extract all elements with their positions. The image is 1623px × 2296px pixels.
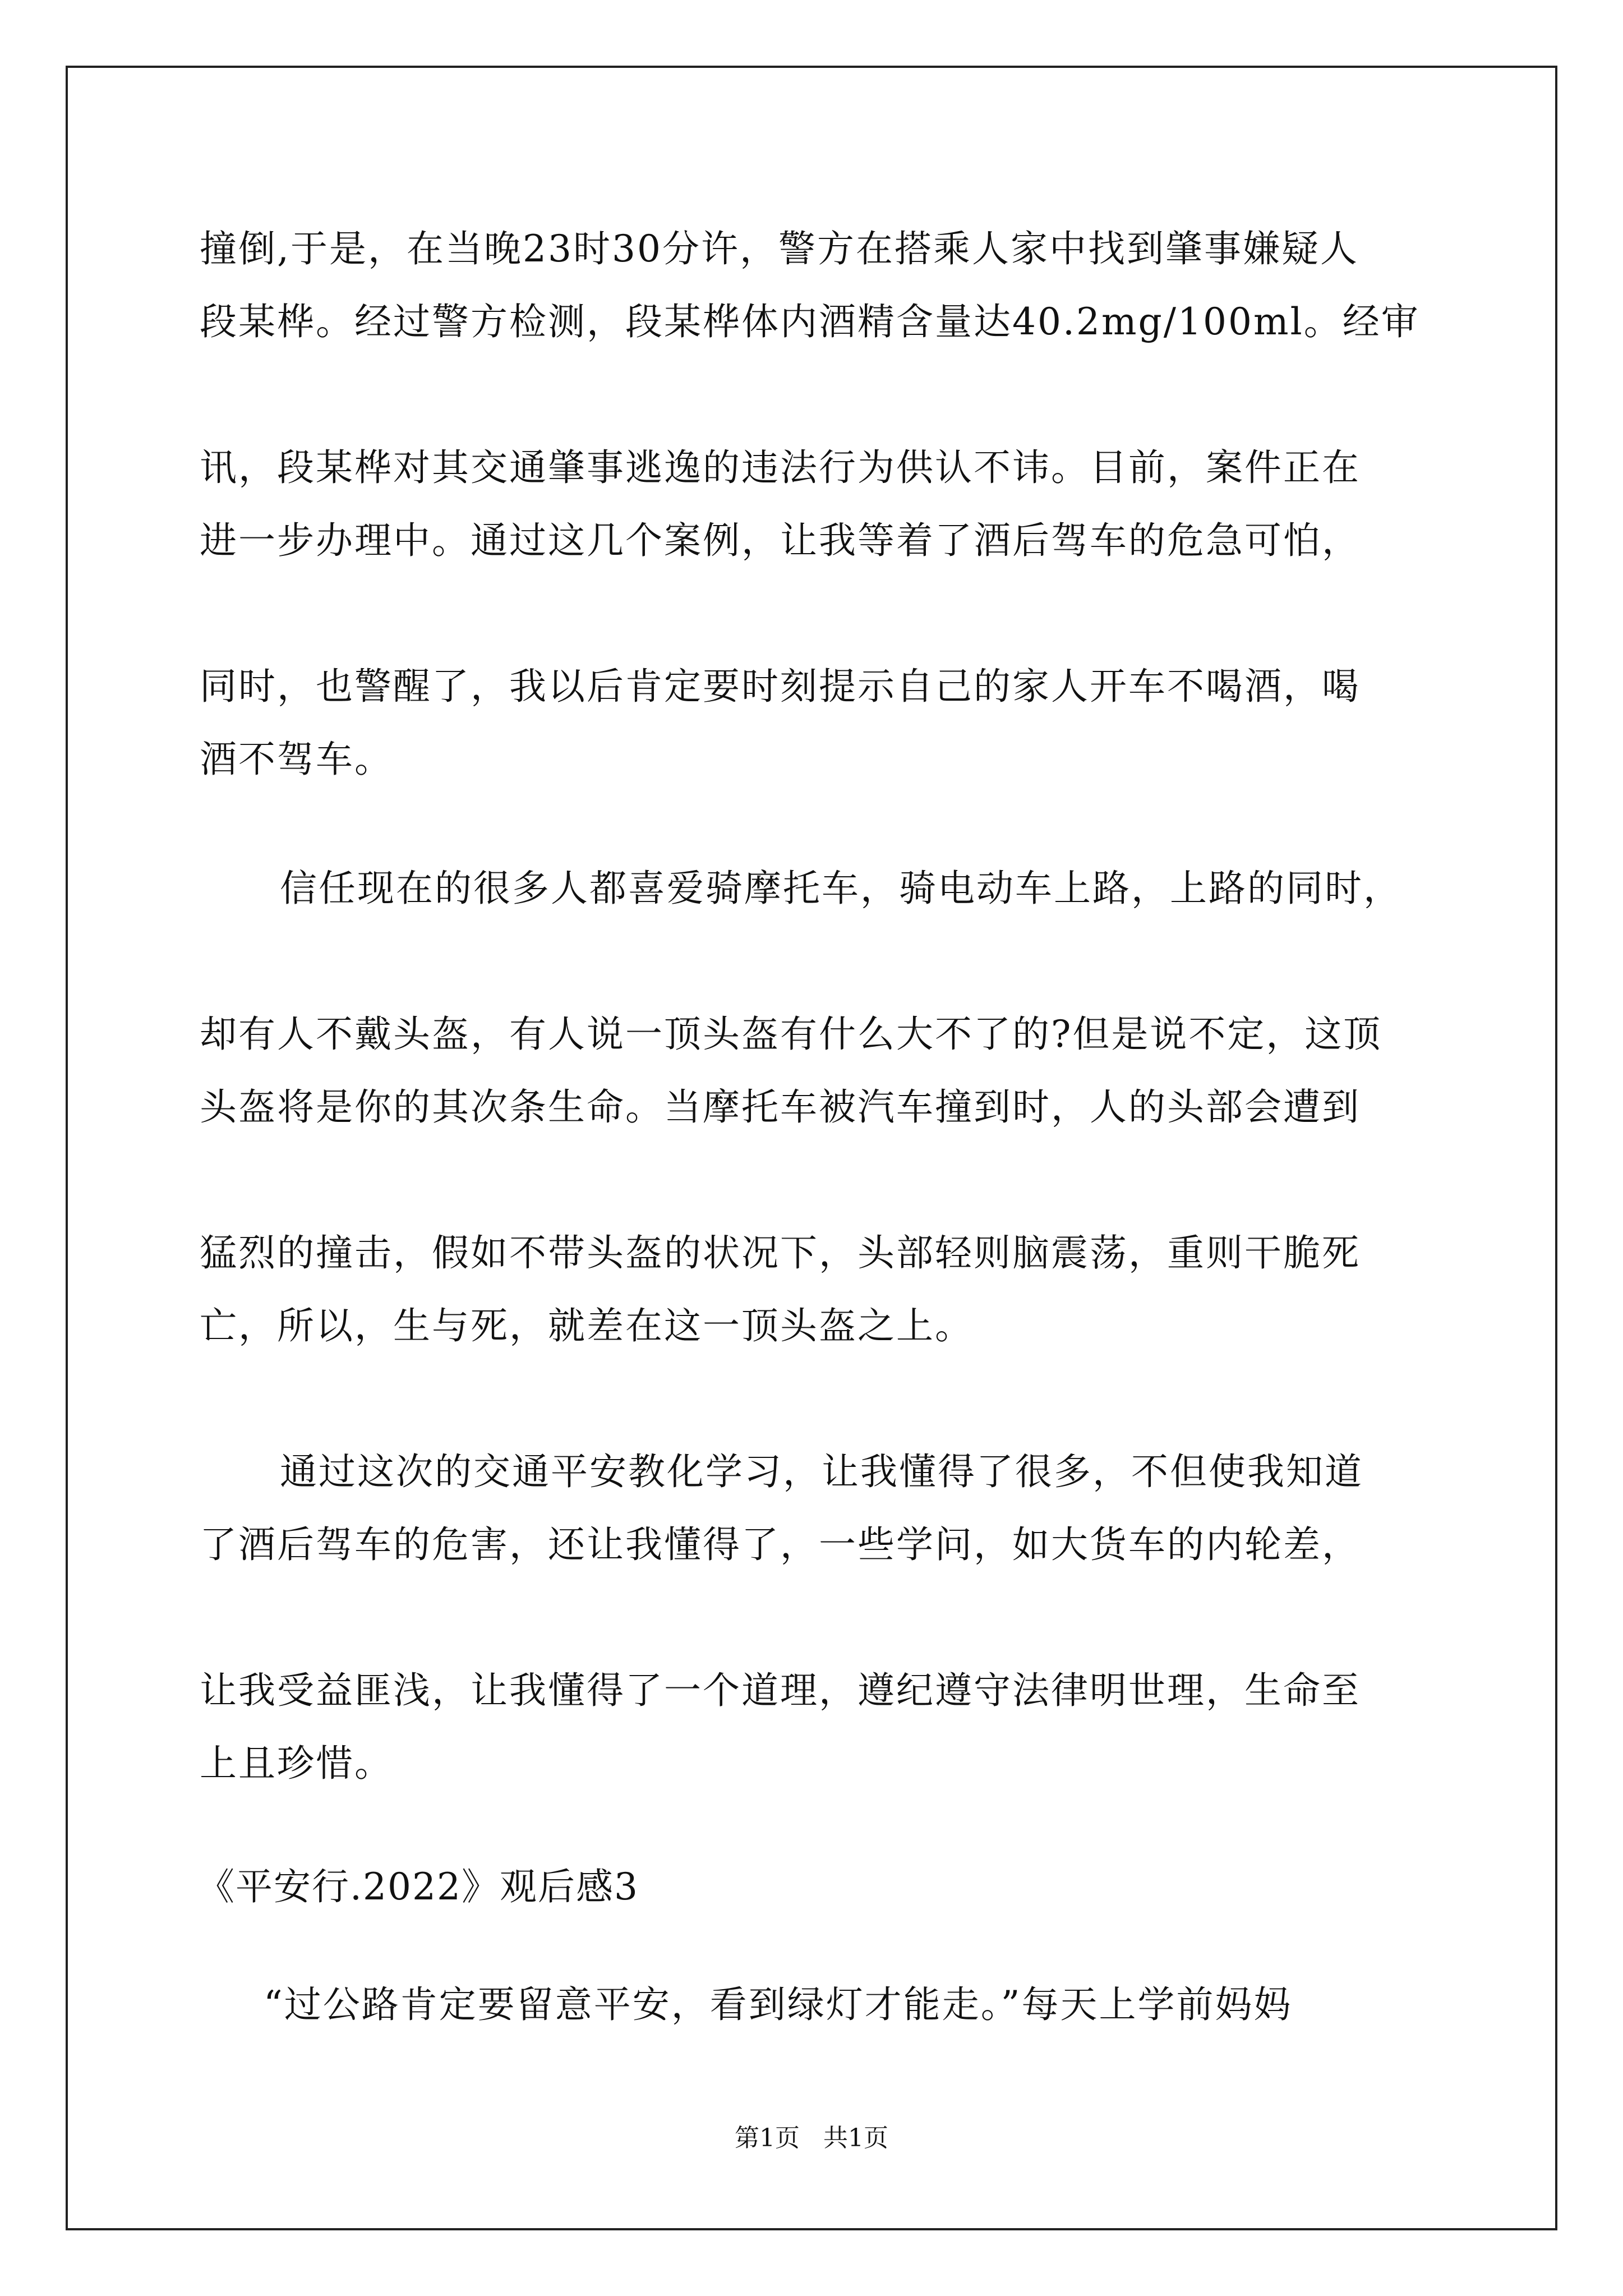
text-line: 段某桦。经过警方检测，段某桦体内酒精含量达40.2mg/100ml。经审 bbox=[200, 300, 1420, 343]
text-line: 讯，段某桦对其交通肇事逃逸的违法行为供认不讳。目前，案件正在 bbox=[200, 446, 1361, 489]
page-footer: 第1页 共1页 bbox=[735, 2124, 888, 2152]
text-line: 让我受益匪浅，让我懂得了一个道理，遵纪遵守法律明世理，生命至 bbox=[200, 1669, 1361, 1712]
text-line: 同时，也警醒了，我以后肯定要时刻提示自己的家人开车不喝酒，喝 bbox=[200, 665, 1361, 708]
paragraph-first-line: 信任现在的很多人都喜爱骑摩托车，骑电动车上路，上路的同时， bbox=[280, 867, 1402, 910]
section-heading: 《平安行.2022》观后感3 bbox=[197, 1865, 639, 1908]
text-line: 却有人不戴头盔，有人说一顶头盔有什么大不了的?但是说不定，这顶 bbox=[200, 1013, 1382, 1056]
text-line: 上且珍惜。 bbox=[200, 1742, 393, 1785]
text-line: 猛烈的撞击，假如不带头盔的状况下，头部轻则脑震荡，重则干脆死 bbox=[200, 1231, 1361, 1274]
text-line: 酒不驾车。 bbox=[200, 738, 393, 781]
text-line: 撞倒,于是，在当晚23时30分许，警方在搭乘人家中找到肇事嫌疑人 bbox=[200, 227, 1359, 270]
text-line: 亡，所以，生与死，就差在这一顶头盔之上。 bbox=[200, 1304, 974, 1347]
paragraph-first-line: 通过这次的交通平安教化学习，让我懂得了很多，不但使我知道 bbox=[280, 1450, 1363, 1493]
text-line: 头盔将是你的其次条生命。当摩托车被汽车撞到时，人的头部会遭到 bbox=[200, 1085, 1361, 1129]
paragraph-first-line: “过公路肯定要留意平安，看到绿灯才能走。”每天上学前妈妈 bbox=[264, 1983, 1293, 2026]
text-line: 进一步办理中。通过这几个案例，让我等着了酒后驾车的危急可怕， bbox=[200, 519, 1361, 562]
text-line: 了酒后驾车的危害，还让我懂得了，一些学问，如大货车的内轮差， bbox=[200, 1523, 1361, 1566]
